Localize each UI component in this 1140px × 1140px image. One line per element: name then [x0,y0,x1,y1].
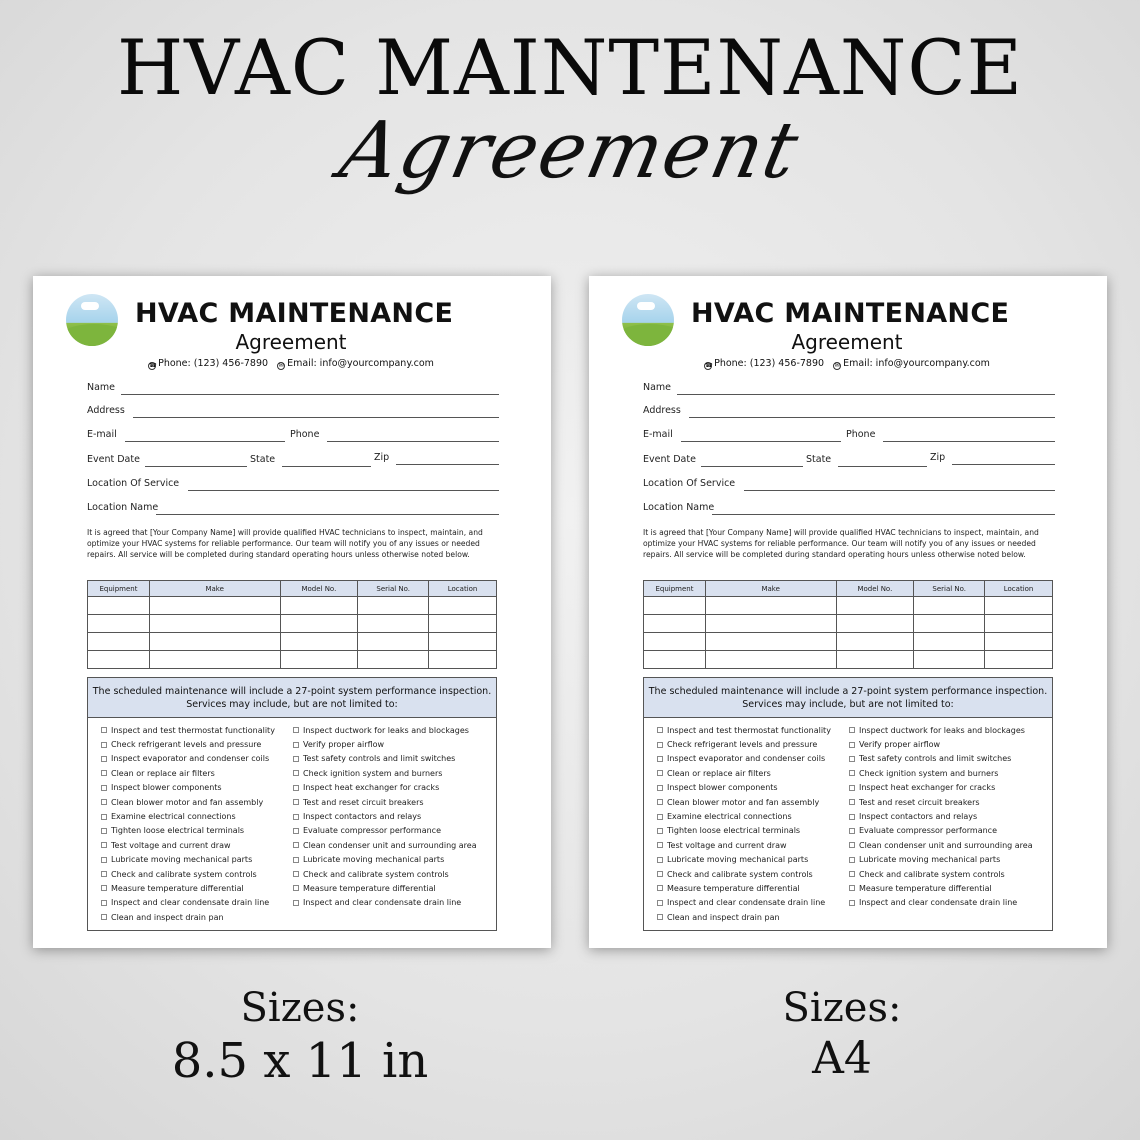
field-input-phone[interactable] [883,441,1055,442]
field-label-location-service: Location Of Service [643,478,736,489]
table-cell[interactable] [280,597,358,615]
field-label-location-name: Location Name [643,502,715,513]
checklist-item[interactable] [657,809,831,823]
checkbox[interactable] [849,814,855,820]
checklist-item[interactable] [657,910,831,924]
table-cell[interactable] [644,633,706,651]
table-cell[interactable] [358,633,429,651]
checklist-item-label: Inspect and clear condensate drain line [859,898,1018,908]
equipment-table [87,580,497,669]
field-input-zip[interactable] [952,464,1055,465]
contact-line [135,358,447,370]
table-cell[interactable] [280,651,358,669]
checklist-item[interactable] [657,752,831,766]
table-cell[interactable] [836,597,914,615]
checklist-item-label: Test safety controls and limit switches [303,754,456,764]
checkbox[interactable] [657,842,663,848]
checkbox[interactable] [101,799,107,805]
checkbox[interactable] [101,770,107,776]
checklist-item-label: Inspect ductwork for leaks and blockages [303,725,469,735]
checkbox[interactable] [293,885,299,891]
checklist-item-label: Check and calibrate system controls [111,869,257,879]
checklist-item[interactable] [657,824,831,838]
checklist-item-label: Inspect and test thermostat functionality [111,725,275,735]
checklist-item-label: Measure temperature differential [303,883,436,893]
phone-icon: ☎ [149,362,157,369]
checklist-item-label: Clean condenser unit and surrounding area [859,840,1033,850]
checkbox[interactable] [849,799,855,805]
table-cell[interactable] [149,651,280,669]
checklist-item[interactable] [657,896,831,910]
size-label-left: Sizes: [240,985,360,1031]
checkbox[interactable] [293,785,299,791]
checklist-item-label: Test safety controls and limit switches [859,754,1012,764]
equipment-table [643,580,1053,669]
checkbox[interactable] [657,914,663,920]
field-label-address: Address [643,405,681,416]
checkbox[interactable] [101,914,107,920]
checkbox[interactable] [101,828,107,834]
field-input-name[interactable] [121,394,499,395]
checkbox[interactable] [657,770,663,776]
checklist-item[interactable] [293,896,477,910]
checkbox[interactable] [849,842,855,848]
checkbox[interactable] [293,871,299,877]
checklist-item-label: Test and reset circuit breakers [303,797,424,807]
checklist-item-label: Inspect blower components [667,783,778,793]
checkbox[interactable] [657,785,663,791]
table-row [644,651,1053,669]
maintenance-checklist [643,677,1053,931]
checklist-item[interactable] [657,867,831,881]
checklist-item[interactable] [849,737,1033,751]
checkbox[interactable] [657,799,663,805]
checkbox[interactable] [849,885,855,891]
contact-phone: Phone: (123) 456-7890 [714,358,825,369]
checklist-column [849,723,1033,910]
checklist-item[interactable] [293,723,477,737]
checklist-item-label: Check ignition system and burners [859,768,999,778]
field-input-email[interactable] [681,441,841,442]
checklist-item-label: Clean blower motor and fan assembly [111,797,264,807]
checkbox[interactable] [293,742,299,748]
table-cell[interactable] [429,633,497,651]
checklist-item-label: Inspect and clear condensate drain line [667,898,826,908]
checkbox[interactable] [101,742,107,748]
checklist-item-label: Inspect and test thermostat functionality [667,725,831,735]
checkbox[interactable] [657,814,663,820]
table-header-cell: Model No. [836,581,914,597]
table-row [644,633,1053,651]
table-header-cell: Serial No. [358,581,429,597]
checklist-item-label: Inspect and clear condensate drain line [111,898,270,908]
size-value-right: A4 [812,1033,872,1084]
table-header-cell: Serial No. [914,581,985,597]
table-cell[interactable] [914,597,985,615]
field-label-email: E-mail [87,429,117,440]
checklist-item-label: Inspect blower components [111,783,222,793]
checkbox[interactable] [849,828,855,834]
checklist-item[interactable] [293,809,477,823]
checkbox[interactable] [101,857,107,863]
checkbox[interactable] [293,900,299,906]
table-cell[interactable] [985,597,1053,615]
checklist-item[interactable] [657,781,831,795]
checklist-item-label: Inspect heat exchanger for cracks [859,783,996,793]
checklist-item-label: Inspect ductwork for leaks and blockages [859,725,1025,735]
field-input-location-service[interactable] [744,490,1055,491]
phone-icon: ☎ [705,362,713,369]
table-cell[interactable] [149,633,280,651]
checklist-item[interactable] [293,838,477,852]
checklist-item-label: Check and calibrate system controls [303,869,449,879]
field-input-phone[interactable] [327,441,499,442]
checkbox[interactable] [293,756,299,762]
checklist-item[interactable] [849,752,1033,766]
table-header-cell: Make [149,581,280,597]
table-cell[interactable] [836,633,914,651]
field-label-state: State [250,454,276,465]
checklist-item[interactable] [293,853,477,867]
equipment-table-header [88,581,497,597]
checklist-item[interactable] [293,766,477,780]
checklist-item-label: Test voltage and current draw [667,840,787,850]
checklist-item-label: Test and reset circuit breakers [859,797,980,807]
checklist-item-label: Check and calibrate system controls [859,869,1005,879]
document-subtitle: Agreement [791,330,903,354]
maintenance-heading: The scheduled maintenance will include a 27-point system performance inspection. Services may include, but are not limited to: [88,678,496,718]
checkbox[interactable] [101,900,107,906]
checkbox[interactable] [657,900,663,906]
checklist-item[interactable] [101,867,275,881]
checkbox[interactable] [657,871,663,877]
checkbox[interactable] [293,770,299,776]
document-title: HVAC MAINTENANCE [135,298,454,329]
table-cell[interactable] [836,615,914,633]
contact-email: Email: info@yourcompany.com [287,358,434,369]
checkbox[interactable] [101,814,107,820]
field-input-address[interactable] [689,417,1055,418]
table-cell[interactable] [429,597,497,615]
equipment-table-header [644,581,1053,597]
checklist-item[interactable] [657,737,831,751]
checkbox[interactable] [101,871,107,877]
table-header-cell: Location [429,581,497,597]
checkbox[interactable] [101,727,107,733]
table-cell[interactable] [705,633,836,651]
field-label-location-service: Location Of Service [87,478,180,489]
checkbox[interactable] [849,727,855,733]
field-label-event-date: Event Date [643,454,696,465]
checklist-item[interactable] [101,781,275,795]
checklist-item[interactable] [849,766,1033,780]
banner-script-title: Agreement [332,106,808,196]
checkbox[interactable] [849,857,855,863]
field-input-event-date[interactable] [145,466,247,467]
table-cell[interactable] [705,597,836,615]
logo-hill-shape [622,324,674,346]
banner-title: HVAC MAINTENANCE [116,23,1024,112]
checklist-item-label: Inspect evaporator and condenser coils [667,754,826,764]
email-icon: ✉ [834,362,840,369]
checklist-item-label: Evaluate compressor performance [303,826,441,836]
table-cell[interactable] [149,615,280,633]
checkbox[interactable] [657,885,663,891]
checkbox[interactable] [293,799,299,805]
table-row [88,597,497,615]
field-input-location-name[interactable] [712,514,1055,515]
table-row [644,597,1053,615]
table-header-cell: Equipment [644,581,706,597]
checklist-item-label: Inspect and clear condensate drain line [303,898,462,908]
field-label-name: Name [643,382,672,393]
table-cell[interactable] [280,633,358,651]
checklist-item[interactable] [293,881,477,895]
checklist-item[interactable] [849,838,1033,852]
table-cell[interactable] [358,651,429,669]
table-cell[interactable] [644,615,706,633]
checkbox[interactable] [101,756,107,762]
logo-hill-shape [66,324,118,346]
field-input-address[interactable] [133,417,499,418]
table-cell[interactable] [914,633,985,651]
field-input-location-service[interactable] [188,490,499,491]
checklist-item-label: Inspect contactors and relays [859,812,978,822]
checklist-item-label: Lubricate moving mechanical parts [303,855,445,865]
table-cell[interactable] [88,633,150,651]
company-logo [622,294,674,346]
checklist-item-label: Examine electrical connections [667,812,792,822]
contact-email: Email: info@yourcompany.com [843,358,990,369]
checkbox[interactable] [657,756,663,762]
checklist-column [101,723,275,924]
checklist-item-label: Evaluate compressor performance [859,826,997,836]
checklist-item[interactable] [101,766,275,780]
checklist-item-label: Verify proper airflow [859,740,941,750]
table-cell[interactable] [836,651,914,669]
contact-line [691,358,1003,370]
table-cell[interactable] [88,651,150,669]
checklist-item-label: Inspect heat exchanger for cracks [303,783,440,793]
field-input-name[interactable] [677,394,1055,395]
document-subtitle: Agreement [235,330,347,354]
checklist-item[interactable] [849,809,1033,823]
checklist-column [293,723,477,910]
contact-phone: Phone: (123) 456-7890 [158,358,269,369]
table-cell[interactable] [985,633,1053,651]
checklist-column [657,723,831,924]
field-label-location-name: Location Name [87,502,159,513]
checklist-item[interactable] [849,853,1033,867]
checklist-item[interactable] [101,896,275,910]
checkbox[interactable] [293,828,299,834]
table-cell[interactable] [705,615,836,633]
size-value-left: 8.5 x 11 in [171,1033,429,1089]
table-cell[interactable] [429,615,497,633]
checklist-item-label: Clean or replace air filters [667,768,771,778]
checkbox[interactable] [101,885,107,891]
checkbox[interactable] [849,871,855,877]
checklist-item-label: Clean and inspect drain pan [111,912,224,922]
checklist-item-label: Tighten loose electrical terminals [667,826,801,836]
table-cell[interactable] [914,615,985,633]
checklist-item-label: Measure temperature differential [111,883,244,893]
table-cell[interactable] [914,651,985,669]
email-icon: ✉ [278,362,284,369]
checkbox[interactable] [657,727,663,733]
checklist-item[interactable] [293,781,477,795]
checklist-item[interactable] [101,737,275,751]
checkbox[interactable] [657,857,663,863]
checklist-item-label: Test voltage and current draw [111,840,231,850]
checkbox[interactable] [293,842,299,848]
checklist-item[interactable] [657,723,831,737]
checklist-item[interactable] [293,752,477,766]
field-input-event-date[interactable] [701,466,803,467]
checklist-item-label: Clean condenser unit and surrounding area [303,840,477,850]
checkbox[interactable] [657,828,663,834]
company-logo [66,294,118,346]
agreement-paragraph: It is agreed that [Your Company Name] will provide qualified HVAC technicians to inspect, maintain, and optimize your HVAC systems for reliable performance. Our team will notify you of any issues or needed repairs. All service will be completed during standard operating hours unless otherwise noted below. [643,528,1039,559]
table-cell[interactable] [358,615,429,633]
checklist-item[interactable] [657,766,831,780]
table-cell[interactable] [88,597,150,615]
size-label-right: Sizes: [782,985,902,1031]
table-cell[interactable] [985,615,1053,633]
checklist-item-label: Check ignition system and burners [303,768,443,778]
checklist-item-label: Clean blower motor and fan assembly [667,797,820,807]
checkbox[interactable] [293,814,299,820]
checklist-item[interactable] [657,795,831,809]
checklist-item[interactable] [101,853,275,867]
field-label-email: E-mail [643,429,673,440]
checklist-item[interactable] [849,795,1033,809]
table-row [88,615,497,633]
table-row [88,651,497,669]
checklist-item-label: Verify proper airflow [303,740,385,750]
checklist-item[interactable] [293,824,477,838]
checklist-item-label: Inspect evaporator and condenser coils [111,754,270,764]
checklist-item[interactable] [657,838,831,852]
checkbox[interactable] [849,900,855,906]
checklist-item-label: Examine electrical connections [111,812,236,822]
checklist-item[interactable] [101,752,275,766]
checklist-item[interactable] [293,795,477,809]
field-label-phone: Phone [290,429,320,440]
logo-cloud-shape [81,302,99,310]
field-label-zip: Zip [930,452,946,463]
checklist-item-label: Lubricate moving mechanical parts [111,855,253,865]
table-header-cell: Equipment [88,581,150,597]
checklist-item-label: Clean or replace air filters [111,768,215,778]
table-cell[interactable] [88,615,150,633]
checklist-item[interactable] [293,737,477,751]
table-cell[interactable] [358,597,429,615]
checklist-item[interactable] [101,881,275,895]
field-label-event-date: Event Date [87,454,140,465]
field-input-email[interactable] [125,441,285,442]
checklist-item[interactable] [849,723,1033,737]
document-title: HVAC MAINTENANCE [691,298,1010,329]
table-cell[interactable] [705,651,836,669]
table-cell[interactable] [985,651,1053,669]
field-label-state: State [806,454,832,465]
field-label-zip: Zip [374,452,390,463]
checklist-item[interactable] [101,838,275,852]
field-label-phone: Phone [846,429,876,440]
checklist-item-label: Clean and inspect drain pan [667,912,780,922]
checkbox[interactable] [101,842,107,848]
checkbox[interactable] [849,785,855,791]
logo-cloud-shape [637,302,655,310]
document-preview-letter [33,276,551,948]
checklist-item-label: Check and calibrate system controls [667,869,813,879]
checkbox[interactable] [293,727,299,733]
checklist-item[interactable] [849,824,1033,838]
checklist-item[interactable] [849,781,1033,795]
agreement-paragraph: It is agreed that [Your Company Name] will provide qualified HVAC technicians to inspect, maintain, and optimize your HVAC systems for reliable performance. Our team will notify you of any issues or needed repairs. All service will be completed during standard operating hours unless otherwise noted below. [87,528,483,559]
checklist-item[interactable] [849,881,1033,895]
document-preview-a4 [589,276,1107,948]
checklist-item[interactable] [101,824,275,838]
checklist-item-label: Check refrigerant levels and pressure [111,740,262,750]
checklist-item-label: Lubricate moving mechanical parts [667,855,809,865]
checklist-item-label: Measure temperature differential [667,883,800,893]
table-cell[interactable] [644,597,706,615]
field-input-state[interactable] [838,466,927,467]
checklist-item[interactable] [101,910,275,924]
checkbox[interactable] [849,770,855,776]
checklist-item[interactable] [849,867,1033,881]
table-header-cell: Model No. [280,581,358,597]
checklist-item-label: Measure temperature differential [859,883,992,893]
table-row [644,615,1053,633]
table-cell[interactable] [429,651,497,669]
checklist-item-label: Check refrigerant levels and pressure [667,740,818,750]
checklist-item[interactable] [657,881,831,895]
checkbox[interactable] [849,742,855,748]
checklist-item[interactable] [101,795,275,809]
checklist-item[interactable] [101,809,275,823]
checklist-item[interactable] [293,867,477,881]
field-label-name: Name [87,382,116,393]
checkbox[interactable] [849,756,855,762]
maintenance-checklist [87,677,497,931]
checklist-item[interactable] [657,853,831,867]
field-input-location-name[interactable] [156,514,499,515]
table-header-cell: Make [705,581,836,597]
table-header-cell: Location [985,581,1053,597]
checklist-item-label: Lubricate moving mechanical parts [859,855,1001,865]
table-cell[interactable] [280,615,358,633]
maintenance-heading: The scheduled maintenance will include a 27-point system performance inspection. Services may include, but are not limited to: [644,678,1052,718]
table-row [88,633,497,651]
checkbox[interactable] [101,785,107,791]
checkbox[interactable] [657,742,663,748]
checklist-item[interactable] [849,896,1033,910]
checklist-item-label: Tighten loose electrical terminals [111,826,245,836]
checklist-item[interactable] [101,723,275,737]
checklist-item-label: Inspect contactors and relays [303,812,422,822]
field-input-zip[interactable] [396,464,499,465]
table-cell[interactable] [149,597,280,615]
field-label-address: Address [87,405,125,416]
checkbox[interactable] [293,857,299,863]
table-cell[interactable] [644,651,706,669]
field-input-state[interactable] [282,466,371,467]
